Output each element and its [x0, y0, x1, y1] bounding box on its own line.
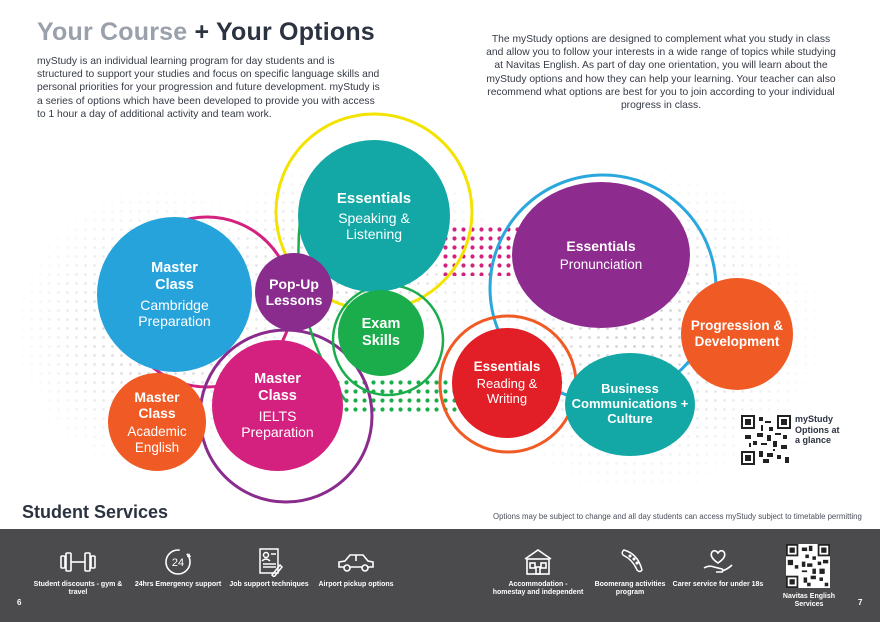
qr-code-options[interactable]	[741, 415, 791, 465]
option-heading: Essentials	[566, 237, 636, 254]
car-icon	[336, 547, 376, 577]
qr-options-label	[795, 414, 843, 446]
services-title: Student Services	[22, 502, 169, 522]
page-number-right: 7	[858, 598, 863, 607]
option-heading: Pop-Up Lessons	[265, 275, 323, 308]
option-essentials-pronunciation	[512, 182, 690, 328]
service-carer	[672, 547, 764, 589]
service-label: Boomerang activities program	[594, 581, 666, 597]
option-exam-skills	[338, 290, 424, 376]
intro-right-text: The myStudy options are designed to complement what you study in class and allow you to follow your interests in a wide range of topics while studying at Navitas English. As part of day one orientation, you will learn about the myStudy options and how they can help your learning. Your teacher can also recommend what options are best for you to join according to your individual progress in class.	[486, 34, 836, 112]
service-student-discounts	[32, 547, 124, 597]
option-business-communications	[565, 353, 695, 456]
option-subtitle: Reading & Writing	[476, 376, 538, 407]
service-airport-pickup	[310, 547, 402, 589]
option-heading: Progression & Development	[690, 318, 784, 349]
option-essentials-reading-writing	[452, 328, 562, 438]
option-heading: Essentials	[473, 358, 541, 374]
option-subtitle: Speaking & Listening	[338, 210, 410, 243]
service-accommodation	[492, 547, 584, 597]
option-heading: Exam Skills	[361, 316, 401, 349]
heart-hand-icon	[698, 547, 738, 577]
service-label: Accommodation - homestay and independent	[492, 581, 584, 597]
option-heading: Master Class	[151, 260, 198, 293]
option-subtitle: Academic English	[127, 424, 187, 455]
service-boomerang	[584, 547, 676, 597]
resume-icon	[249, 547, 289, 577]
title-part-1: Your Course	[37, 18, 188, 46]
service-label: Carer service for under 18s	[672, 581, 764, 588]
option-masterclass-ielts	[212, 340, 343, 471]
option-progression-development	[681, 278, 793, 390]
qr-services-label: Navitas English Services	[782, 593, 836, 609]
option-heading: Essentials	[336, 189, 412, 207]
option-heading: Business Communications + Culture	[571, 381, 689, 426]
boomerang-icon	[610, 547, 650, 577]
clock-24-icon	[158, 547, 198, 577]
qr-options-label-text: myStudy Options at a glance	[795, 414, 840, 445]
option-subtitle: IELTS Preparation	[241, 407, 314, 440]
svg-text:24: 24	[171, 557, 185, 569]
option-popup-lessons	[255, 253, 333, 331]
service-job-support	[223, 547, 315, 589]
option-heading: Master Class	[134, 388, 180, 421]
service-label: Student discounts - gym & travel	[33, 581, 123, 597]
disclaimer-text: Options may be subject to change and all day students can access myStudy subject to timetable permitting	[493, 512, 862, 521]
service-label: 24hrs Emergency support	[134, 581, 222, 588]
qr-code-services[interactable]	[786, 544, 830, 588]
option-heading: Master Class	[254, 371, 301, 404]
services-band	[0, 529, 880, 622]
page-number-left: 6	[17, 598, 22, 607]
intro-left-text: myStudy is an individual learning program for day students and is structured to support your studies and focus on specific language skills and personal priorities for your progression and future development. myStudy is a series of options which have been developed to provide you with access to 1 hour a day of additional activity and team work.	[37, 56, 380, 120]
service-label: Airport pickup options	[318, 581, 394, 588]
dumbbell-icon	[58, 547, 98, 577]
option-subtitle: Pronunciation	[559, 256, 643, 272]
service-label: Job support techniques	[229, 581, 309, 588]
option-subtitle: Cambridge Preparation	[138, 296, 211, 329]
title-part-2: + Your Options	[194, 18, 375, 46]
service-emergency-support	[132, 547, 224, 589]
option-masterclass-academic	[108, 373, 206, 471]
house-icon	[518, 547, 558, 577]
option-masterclass-cambridge	[97, 217, 252, 372]
